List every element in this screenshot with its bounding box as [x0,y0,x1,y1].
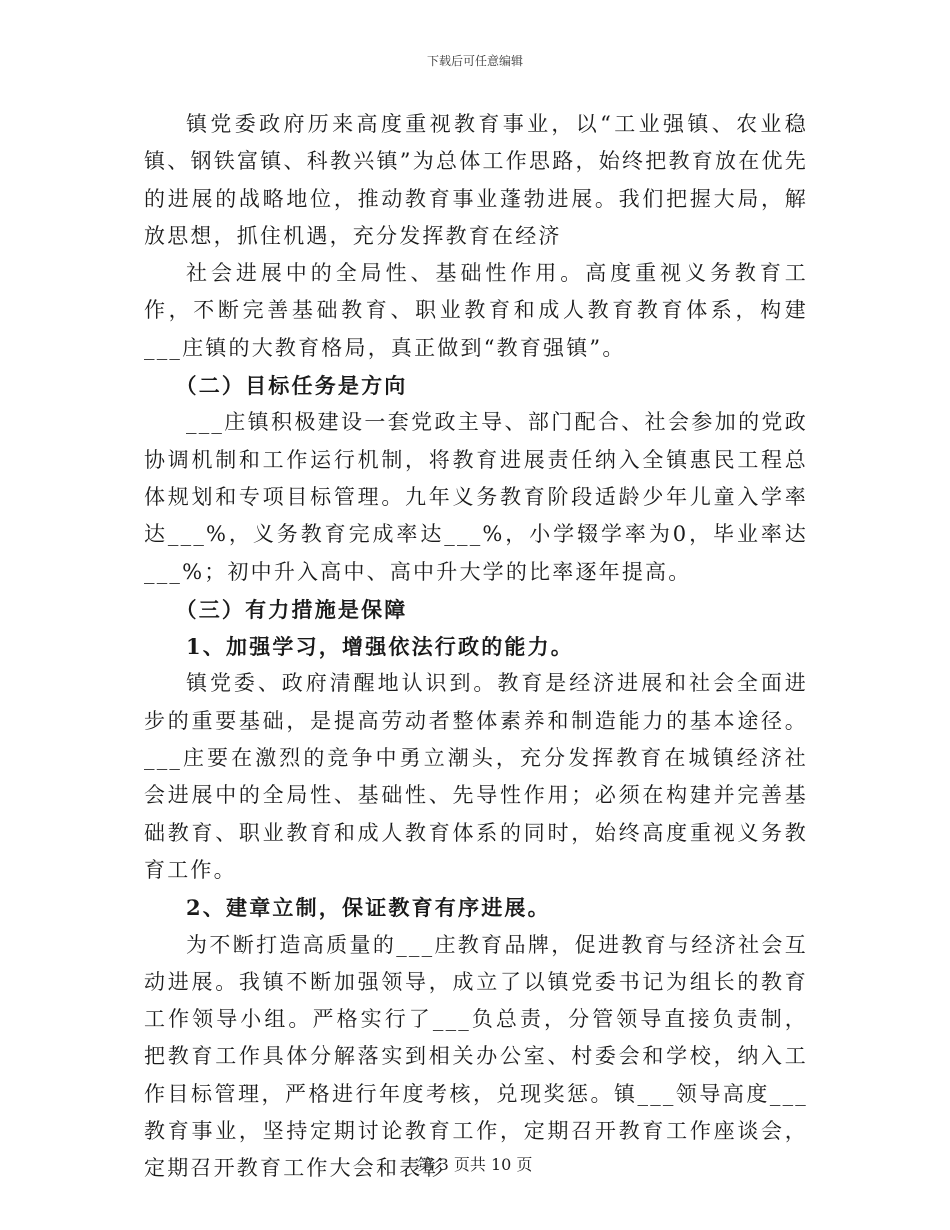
section-heading: （二）目标任务是方向 [175,373,408,399]
paragraph: ___庄镇积极建设一套党政主导、部门配合、社会参加的党政协调机制和工作运行机制，将教育进展责任纳入全镇惠民工程总体规划和专项目标管理。九年义务教育阶段适龄少年儿童入学率达___%，义务教育完成率达___%，小学辍学率为0，毕业率达___%；初中升入高中、高中升大学的比率逐年提高。 [144,410,808,584]
page-footer: 第 3 页共 10 页 [417,1155,533,1174]
subsection-heading: 1、加强学习，增强依法行政的能力。 [186,634,575,660]
paragraph: 镇党委、政府清醒地认识到。教育是经济进展和社会全面进步的重要基础，是提高劳动者整体素养和制造能力的基本途径。___庄要在激烈的竞争中勇立潮头，充分发挥教育在城镇经济社会进展中的全局性、基础性、先导性作用；必须在构建并完善基础教育、职业教育和成人教育体系的同时，始终高度重视义务教育工作。 [144,671,808,882]
document-body [144,106,808,1188]
paragraph: 镇党委政府历来高度重视教育事业，以“工业强镇、农业稳镇、钢铁富镇、科教兴镇”为总体工作思路，始终把教育放在优先的进展的战略地位，推动教育事业蓬勃进展。我们把握大局，解放思想，抓住机遇，充分发挥教育在经济 [144,112,808,248]
subsection-heading: 2、建章立制，保证教育有序进展。 [186,895,551,921]
paragraph: 社会进展中的全局性、基础性作用。高度重视义务教育工作，不断完善基础教育、职业教育和成人教育教育体系，构建___庄镇的大教育格局，真正做到“教育强镇”。 [144,261,808,360]
paragraph: 为不断打造高质量的___庄教育品牌，促进教育与经济社会互动进展。我镇不断加强领导，成立了以镇党委书记为组长的教育工作领导小组。严格实行了___负总责，分管领导直接负责制，把教育工作具体分解落实到相关办公室、村委会和学校，纳入工作目标管理，严格进行年度考核，兑现奖惩。镇___领导高度___教育事业，坚持定期讨论教育工作，定期召开教育工作座谈会，定期召开教育工作大会和表彰 [144,932,808,1181]
section-heading: （三）有力措施是保障 [175,596,408,622]
page-header: 下载后可任意编辑 [426,54,523,68]
